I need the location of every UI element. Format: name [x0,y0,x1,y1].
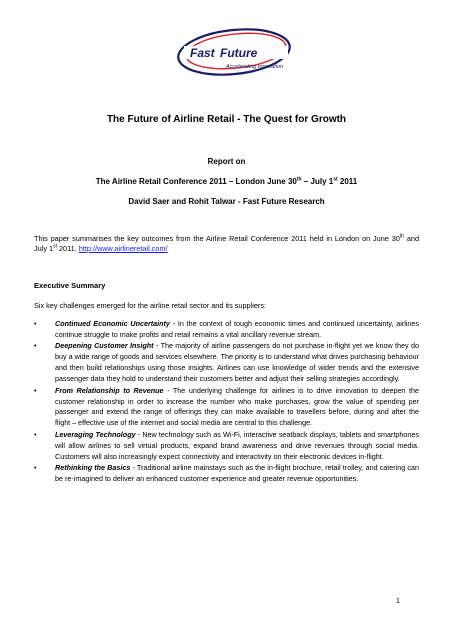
list-item-title: Continued Economic Uncertainty [55,319,170,328]
challenges-list [34,319,419,486]
bullet-marker: • [34,341,37,351]
list-item-title: Leveraging Technology [55,429,136,439]
airline-retail-link[interactable]: http://www.airlineretail.com/ [78,244,168,253]
list-item-text: - The underlying challenge for airlines is to drive innovation to deepen the customer relationship in order to increase the number who make purchases, grow the value of spending per passenger and extend the range of offerings they can make available to travellers before, during and after the flight – effective use of the internet and social media are central to this challenge. [55,385,419,428]
list-item [34,463,419,485]
conference-line [0,177,453,186]
executive-summary-heading: Executive Summary [34,281,106,290]
conference-suffix: 2011 [337,177,358,186]
conference-prefix: The Airline Retail Conference 2011 – London June 30 [95,177,297,186]
list-item-title: Rethinking the Basics [55,463,131,473]
conference-sup-th: th [296,176,302,183]
list-item-title: From Relationship to Revenue [55,385,164,395]
authors-line: David Saer and Rohit Talwar - Fast Future Research [128,197,325,206]
intro-text-2: and July 1 [34,234,420,253]
logo-tagline: Accelerating Innovation [226,64,284,70]
logo-brand-part2: Future [220,46,258,60]
executive-summary-intro: Six key challenges emerged for the airline retail sector and its suppliers: [34,301,266,310]
intro-paragraph [34,234,419,254]
bullet-marker: • [34,385,37,395]
list-item-text: - Traditional airline mainstays such as the in-flight brochure, retail trolley, and catering can be re-imagined to deliver an enhanced customer experience and greater revenue opportunities. [55,463,419,484]
report-on-label: Report on [207,157,246,166]
logo-graphic [170,18,300,86]
intro-sup-st: st [53,243,57,250]
list-item [34,319,419,341]
conference-mid: – July 1 [301,177,334,186]
list-item-title: Deepening Customer Insight [55,341,154,351]
list-item [34,386,419,430]
list-item [34,341,419,385]
bullet-marker: • [34,429,37,439]
intro-sup-th: th [399,233,404,240]
intro-text-1: This paper summarises the key outcomes from the Airline Retail Conference 2011 held in London on June 30 [34,234,400,243]
page-number: 1 [396,598,400,605]
bullet-marker: • [34,463,37,473]
list-item-text: - In the context of tough economic times and continued uncertainty, airlines continue struggle to make profits and retail remains a vital ancillary revenue stream. [55,319,420,339]
list-item-text: - New technology such as Wi-Fi, interactive seatback displays, tablets and smartphones will allow airlines to sell virtual products, expand brand awareness and drive revenues through social media. Customers will also increasingly expect connectivity and interactivity on their electronic devices in-flight. [55,429,419,461]
fast-future-logo [170,18,300,86]
list-item [34,430,419,463]
bullet-marker: • [34,319,37,328]
conference-sup-st: st [333,176,338,183]
logo-brand-part1: Fast [190,46,215,60]
document-title: The Future of Airline Retail - The Quest for Growth [106,114,347,125]
intro-text-3: 2011. [56,244,79,253]
list-item-text: - The majority of airline passengers do not purchase in-flight yet we know they do buy a wide range of goods and services elsewhere. The priority is to understand what drives purchasing behaviour and then build relationships using those insights. Airlines can use knowledge of wider trends and the extensive passenger data they hold to understand their customers better and adjust their selling strategies accordingly. [55,341,420,384]
